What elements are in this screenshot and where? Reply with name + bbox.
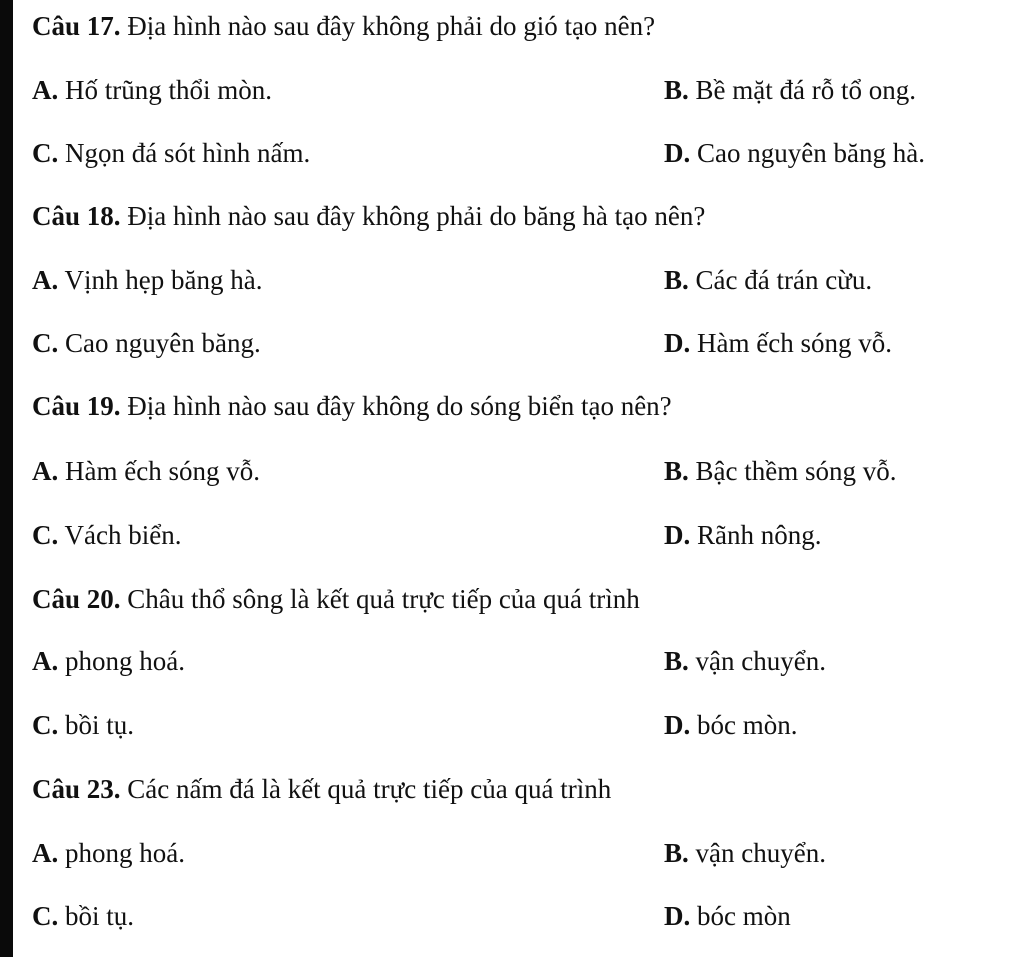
option-text: phong hoá. bbox=[65, 838, 185, 868]
question-17 bbox=[32, 6, 655, 46]
option-text: Hàm ếch sóng vỗ. bbox=[697, 328, 892, 358]
option-letter: C. bbox=[32, 328, 59, 358]
option-text: Vách biển. bbox=[64, 520, 182, 550]
option-c bbox=[32, 133, 310, 173]
option-letter: C. bbox=[32, 520, 59, 550]
option-letter: B. bbox=[664, 75, 689, 105]
question-text: Địa hình nào sau đây không do sóng biển tạo nên? bbox=[127, 391, 672, 421]
option-letter: C. bbox=[32, 138, 59, 168]
question-18 bbox=[32, 196, 705, 236]
option-a bbox=[32, 451, 260, 491]
option-letter: B. bbox=[664, 265, 689, 295]
option-d bbox=[664, 705, 798, 745]
option-letter: A. bbox=[32, 646, 59, 676]
option-text: Bề mặt đá rỗ tổ ong. bbox=[695, 75, 916, 105]
option-letter: C. bbox=[32, 710, 59, 740]
option-text: Cao nguyên băng hà. bbox=[697, 138, 925, 168]
question-number: Câu 19. bbox=[32, 391, 121, 421]
option-text: Ngọn đá sót hình nấm. bbox=[65, 138, 311, 168]
option-c bbox=[32, 896, 134, 936]
option-c bbox=[32, 705, 134, 745]
option-letter: A. bbox=[32, 265, 59, 295]
option-letter: B. bbox=[664, 646, 689, 676]
option-text: Rãnh nông. bbox=[697, 520, 822, 550]
option-text: Bậc thềm sóng vỗ. bbox=[695, 456, 897, 486]
option-text: bồi tụ. bbox=[65, 710, 135, 740]
option-letter: C. bbox=[32, 901, 59, 931]
option-b bbox=[664, 70, 916, 110]
option-b bbox=[664, 833, 826, 873]
option-letter: D. bbox=[664, 520, 691, 550]
option-d bbox=[664, 323, 892, 363]
option-c bbox=[32, 323, 261, 363]
question-text: Địa hình nào sau đây không phải do gió tạo nên? bbox=[127, 11, 656, 41]
question-text: Địa hình nào sau đây không phải do băng hà tạo nên? bbox=[127, 201, 706, 231]
option-d bbox=[664, 133, 925, 173]
question-number: Câu 18. bbox=[32, 201, 121, 231]
option-a bbox=[32, 260, 262, 300]
option-letter: D. bbox=[664, 328, 691, 358]
option-b bbox=[664, 260, 872, 300]
option-text: Hàm ếch sóng vỗ. bbox=[65, 456, 260, 486]
option-letter: A. bbox=[32, 456, 59, 486]
question-number: Câu 17. bbox=[32, 11, 121, 41]
option-text: vận chuyển. bbox=[695, 838, 826, 868]
question-number: Câu 20. bbox=[32, 584, 121, 614]
option-c bbox=[32, 515, 181, 555]
option-text: vận chuyển. bbox=[695, 646, 826, 676]
option-text: bóc mòn. bbox=[697, 710, 798, 740]
option-text: bồi tụ. bbox=[65, 901, 135, 931]
question-number: Câu 23. bbox=[32, 774, 121, 804]
option-text: Các đá trán cừu. bbox=[695, 265, 873, 295]
option-a bbox=[32, 641, 185, 681]
option-letter: A. bbox=[32, 75, 59, 105]
option-text: phong hoá. bbox=[65, 646, 185, 676]
question-20 bbox=[32, 579, 640, 619]
option-letter: D. bbox=[664, 901, 691, 931]
option-text: Cao nguyên băng. bbox=[65, 328, 261, 358]
option-b bbox=[664, 451, 897, 491]
question-19 bbox=[32, 386, 672, 426]
option-a bbox=[32, 70, 272, 110]
option-d bbox=[664, 515, 822, 555]
option-letter: B. bbox=[664, 838, 689, 868]
option-text: bóc mòn bbox=[697, 901, 791, 931]
left-edge-bar bbox=[0, 0, 13, 957]
option-letter: B. bbox=[664, 456, 689, 486]
option-a bbox=[32, 833, 185, 873]
option-b bbox=[664, 641, 826, 681]
question-23 bbox=[32, 769, 611, 809]
option-letter: D. bbox=[664, 710, 691, 740]
question-text: Châu thổ sông là kết quả trực tiếp của quá trình bbox=[127, 584, 640, 614]
option-letter: A. bbox=[32, 838, 59, 868]
option-text: Vịnh hẹp băng hà. bbox=[64, 265, 263, 295]
option-letter: D. bbox=[664, 138, 691, 168]
question-text: Các nấm đá là kết quả trực tiếp của quá trình bbox=[127, 774, 612, 804]
option-d bbox=[664, 896, 791, 936]
option-text: Hố trũng thổi mòn. bbox=[65, 75, 272, 105]
